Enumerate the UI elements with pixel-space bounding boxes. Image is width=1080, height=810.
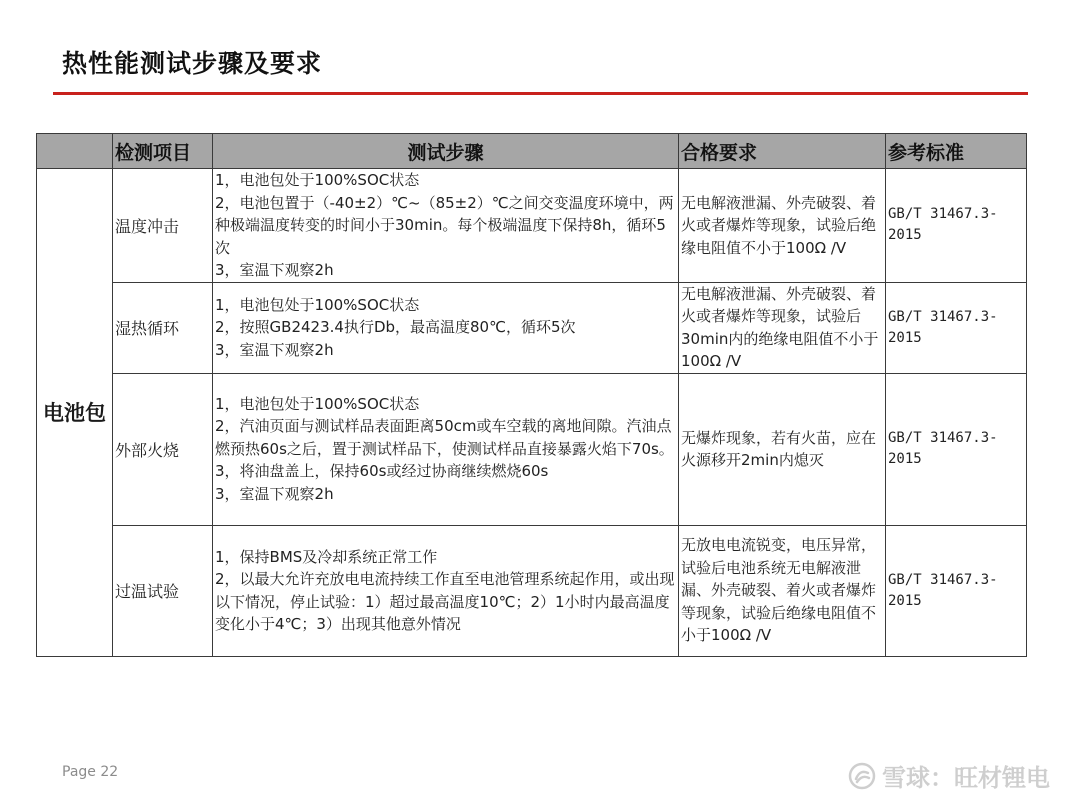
- table-row: [37, 169, 1027, 283]
- step-line: 1，电池包处于100%SOC状态: [215, 394, 420, 413]
- table-header-row: [37, 134, 1027, 169]
- step-line: 1，电池包处于100%SOC状态: [215, 171, 420, 189]
- row-item: 外部火烧: [113, 373, 213, 525]
- step-line: 3，将油盘盖上，保持60s或经过协商继续燃烧60s: [215, 462, 549, 481]
- step-line: 3，室温下观察2h: [215, 484, 334, 503]
- row-requirement: 无电解液泄漏、外壳破裂、着火或者爆炸等现象，试验后30min内的绝缘电阻值不小于100Ω /V: [679, 282, 886, 373]
- watermark: [848, 758, 1050, 793]
- row-standard: GB/T 31467.3-2015: [886, 525, 1027, 656]
- step-line: 3，室温下观察2h: [215, 340, 334, 359]
- title-underline: [53, 92, 1028, 95]
- header-item: 检测项目: [113, 134, 213, 169]
- row-standard: GB/T 31467.3-2015: [886, 282, 1027, 373]
- header-requirement: 合格要求: [679, 134, 886, 169]
- step-line: 3，室温下观察2h: [215, 261, 334, 279]
- header-steps: 测试步骤: [213, 134, 679, 169]
- row-requirement: 无电解液泄漏、外壳破裂、着火或者爆炸等现象，试验后绝缘电阻值不小于100Ω /V: [679, 169, 886, 283]
- header-group-cell: [37, 134, 113, 169]
- step-line: 1，保持BMS及冷却系统正常工作: [215, 547, 438, 566]
- group-label: 电池包: [37, 169, 113, 657]
- row-requirement: 无爆炸现象，若有火苗，应在火源移开2min内熄灭: [679, 373, 886, 525]
- test-spec-table: [36, 133, 1027, 657]
- row-standard: GB/T 31467.3-2015: [886, 169, 1027, 283]
- step-line: 2，汽油页面与测试样品表面距离50cm或车空载的离地间隙。汽油点燃预热60s之后，置于测试样品下，使测试样品直接暴露火焰下70s。: [215, 417, 674, 458]
- row-standard: GB/T 31467.3-2015: [886, 373, 1027, 525]
- table-row: [37, 373, 1027, 525]
- row-steps: [213, 282, 679, 373]
- snowball-logo-icon: [848, 762, 876, 790]
- table-row: [37, 282, 1027, 373]
- page-title: 热性能测试步骤及要求: [62, 49, 323, 78]
- row-item: 温度冲击: [113, 169, 213, 283]
- row-item: 过温试验: [113, 525, 213, 656]
- step-line: 2，按照GB2423.4执行Db，最高温度80℃，循环5次: [215, 318, 576, 337]
- header-standard: 参考标准: [886, 134, 1027, 169]
- row-item: 湿热循环: [113, 282, 213, 373]
- row-steps: [213, 525, 679, 656]
- table-row: [37, 525, 1027, 656]
- row-steps: [213, 169, 679, 283]
- watermark-text: 雪球：旺材锂电: [882, 764, 1050, 792]
- row-steps: [213, 373, 679, 525]
- step-line: 1，电池包处于100%SOC状态: [215, 295, 420, 314]
- step-line: 2，电池包置于（-40±2）℃~（85±2）℃之间交变温度环境中，两种极端温度转变的时间小于30min。每个极端温度下保持8h，循环5次: [215, 193, 674, 257]
- step-line: 2，以最大允许充放电电流持续工作直至电池管理系统起作用，或出现以下情况，停止试验：1）超过最高温度10℃；2）1小时内最高温度变化小于4℃；3）出现其他意外情况: [215, 570, 675, 633]
- page-number: Page 22: [62, 764, 119, 780]
- row-requirement: 无放电电流锐变，电压异常，试验后电池系统无电解液泄漏、外壳破裂、着火或者爆炸等现象，试验后绝缘电阻值不小于100Ω /V: [679, 525, 886, 656]
